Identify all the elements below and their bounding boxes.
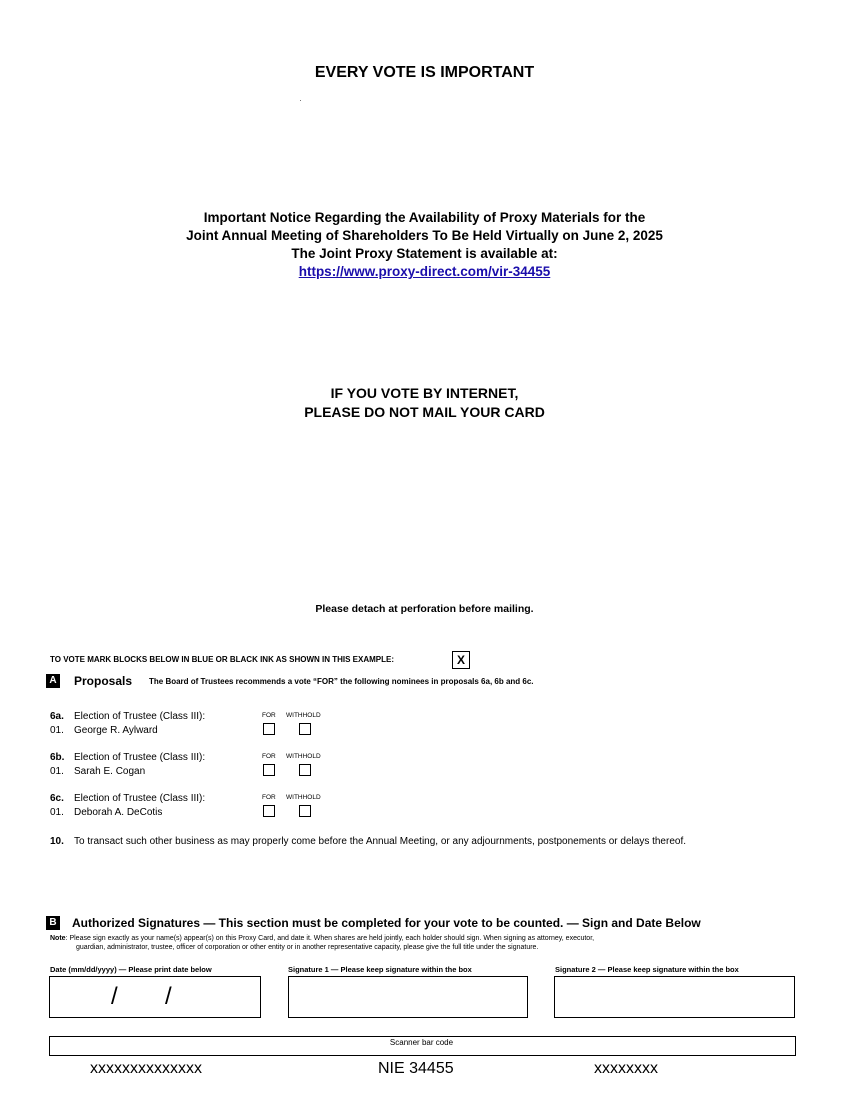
signature-2-label: Signature 2 — Please keep signature within the box bbox=[555, 965, 739, 974]
withhold-header: WITHHOLD bbox=[286, 753, 321, 760]
proposal-6b-for-checkbox[interactable] bbox=[263, 764, 275, 776]
proposal-description: Election of Trustee (Class III): bbox=[74, 793, 206, 804]
proxy-notice bbox=[0, 209, 849, 281]
internet-line-2: PLEASE DO NOT MAIL YOUR CARD bbox=[304, 404, 545, 420]
example-mark-box: X bbox=[452, 651, 470, 669]
barcode-label: Scanner bar code bbox=[389, 1038, 454, 1047]
signature-1-field[interactable] bbox=[288, 976, 528, 1018]
detach-instruction: Please detach at perforation before mailing. bbox=[315, 603, 534, 615]
proposal-number: 6c. bbox=[50, 793, 64, 804]
withhold-header: WITHHOLD bbox=[286, 712, 321, 719]
proposal-description: Election of Trustee (Class III): bbox=[74, 711, 206, 722]
section-a-title: Proposals bbox=[74, 674, 133, 688]
nominee-name: Deborah A. DeCotis bbox=[74, 807, 163, 818]
date-separator: / bbox=[165, 983, 172, 1010]
proposal-number: 6b. bbox=[50, 752, 65, 763]
proxy-statement-link[interactable]: https://www.proxy-direct.com/vir-34455 bbox=[298, 264, 551, 279]
page-title: EVERY VOTE IS IMPORTANT bbox=[314, 64, 535, 81]
withhold-header: WITHHOLD bbox=[286, 794, 321, 801]
notice-line-2: Joint Annual Meeting of Shareholders To Be Held Virtually on June 2, 2025 bbox=[186, 228, 663, 243]
signing-note bbox=[50, 935, 810, 952]
marking-instruction: TO VOTE MARK BLOCKS BELOW IN BLUE OR BLACK INK AS SHOWN IN THIS EXAMPLE: bbox=[50, 655, 394, 664]
date-separator: / bbox=[111, 983, 118, 1010]
proposal-6a-withhold-checkbox[interactable] bbox=[299, 723, 311, 735]
section-b-title: Authorized Signatures — This section must be completed for your vote to be counted. — Sign and Date Below bbox=[72, 916, 701, 930]
notice-line-3: The Joint Proxy Statement is available at: bbox=[291, 246, 558, 261]
section-a-subtitle: The Board of Trustees recommends a vote “FOR” the following nominees in proposals 6a, 6b and 6c. bbox=[149, 677, 534, 686]
nominee-number: 01. bbox=[50, 807, 64, 818]
proposal-6c-withhold-checkbox[interactable] bbox=[299, 805, 311, 817]
note-label: Note bbox=[50, 935, 66, 942]
proposal-6c-for-checkbox[interactable] bbox=[263, 805, 275, 817]
date-field[interactable] bbox=[49, 976, 261, 1018]
for-header: FOR bbox=[262, 794, 276, 801]
for-header: FOR bbox=[262, 712, 276, 719]
proposal-number: 10. bbox=[50, 836, 64, 847]
section-b-badge: B bbox=[46, 916, 60, 930]
section-a-badge: A bbox=[46, 674, 60, 688]
proposal-6a bbox=[50, 710, 205, 738]
proposal-description: To transact such other business as may properly come before the Annual Meeting, or any adjournments, postponements or delays thereof. bbox=[74, 836, 687, 847]
right-code: xxxxxxxx bbox=[594, 1060, 658, 1077]
control-number: NIE 34455 bbox=[378, 1060, 454, 1077]
notice-line-1: Important Notice Regarding the Availability of Proxy Materials for the bbox=[203, 210, 646, 225]
date-label: Date (mm/dd/yyyy) — Please print date below bbox=[50, 965, 212, 974]
left-code: xxxxxxxxxxxxxx bbox=[90, 1060, 202, 1077]
nominee-name: Sarah E. Cogan bbox=[74, 766, 146, 777]
proposal-6c bbox=[50, 792, 205, 820]
proposal-description: Election of Trustee (Class III): bbox=[74, 752, 206, 763]
note-line-1: : Please sign exactly as your name(s) appear(s) on this Proxy Card, and date it. When shares are held jointly, each holder should sign. When signing as attorney, executor, bbox=[65, 935, 595, 942]
signature-1-label: Signature 1 — Please keep signature within the box bbox=[288, 965, 472, 974]
nominee-number: 01. bbox=[50, 725, 64, 736]
for-header: FOR bbox=[262, 753, 276, 760]
signature-2-field[interactable] bbox=[554, 976, 795, 1018]
proposal-6b bbox=[50, 751, 205, 779]
proposal-6a-for-checkbox[interactable] bbox=[263, 723, 275, 735]
internet-line-1: IF YOU VOTE BY INTERNET, bbox=[330, 385, 519, 401]
proposal-number: 6a. bbox=[50, 711, 64, 722]
nominee-name: George R. Aylward bbox=[74, 725, 158, 736]
nominee-number: 01. bbox=[50, 766, 64, 777]
internet-vote-notice bbox=[0, 384, 849, 422]
proposal-10 bbox=[50, 835, 686, 849]
proposal-6b-withhold-checkbox[interactable] bbox=[299, 764, 311, 776]
dot-mark bbox=[300, 100, 301, 101]
note-line-2: guardian, administrator, trustee, officer of corporation or other entity or in another representative capacity, please give the full title under the signature. bbox=[76, 943, 539, 951]
